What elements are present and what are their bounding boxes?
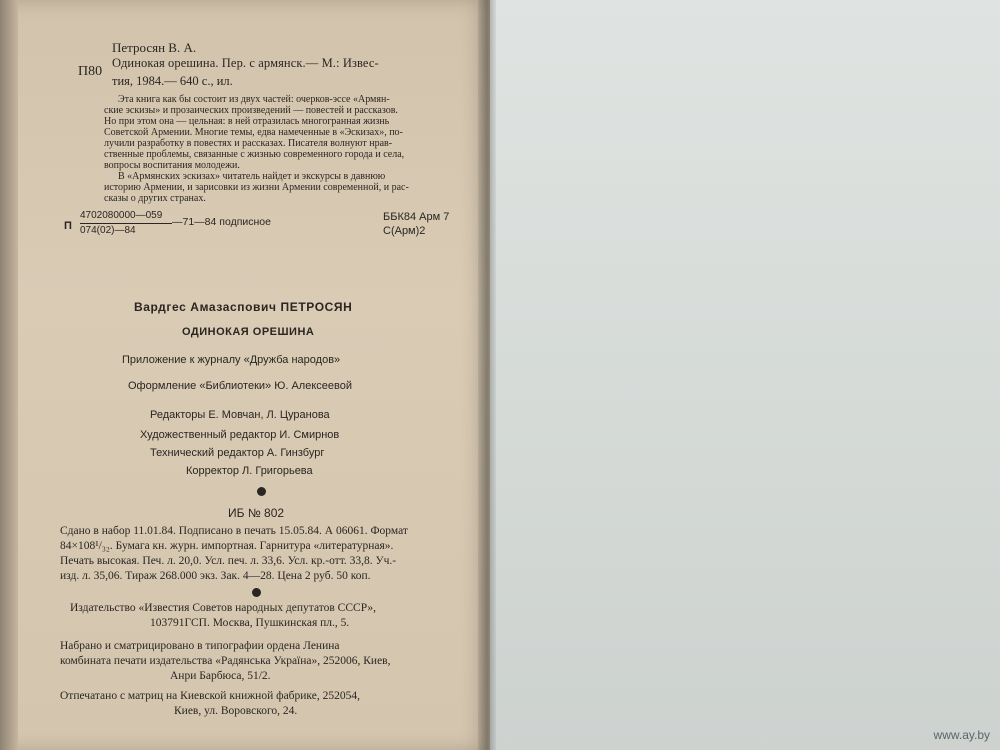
- catalog-title-line2: тия, 1984.— 640 с., ил.: [112, 74, 233, 88]
- abstract-line: сказы о других странах.: [104, 193, 206, 204]
- catalog-code: П80: [78, 64, 103, 79]
- typeset-line: Набрано и сматрицировано в типографии ордена Ленина: [60, 640, 340, 652]
- bbk-code: ББК84 Арм 7: [383, 211, 450, 223]
- ib-number: ИБ № 802: [228, 506, 285, 520]
- catalog-author: Петросян В. А.: [112, 40, 197, 55]
- proofreader-credit: Корректор Л. Григорьева: [186, 465, 313, 477]
- index-numerator: 4702080000—059: [80, 210, 163, 221]
- book-title: ОДИНОКАЯ ОРЕШИНА: [182, 326, 315, 338]
- separator-dot: [252, 588, 261, 597]
- bbk-code-2: С(Арм)2: [383, 225, 426, 237]
- imprint-line: Печать высокая. Печ. л. 20,0. Усл. печ. л. 33,6. Усл. кр.-отт. 33,8. Уч.-: [60, 555, 397, 567]
- separator-dot: [257, 487, 266, 496]
- imprint-line: изд. л. 35,06. Тираж 268.000 экз. Зак. 4—28. Цена 2 руб. 50 коп.: [60, 570, 371, 582]
- index-suffix: —71—84 подписное: [172, 216, 271, 228]
- imprint-line: Сдано в набор 11.01.84. Подписано в печать 15.05.84. А 06061. Формат: [60, 525, 408, 537]
- abstract-line: ственные проблемы, связанные с жизнью современного города и села,: [104, 149, 405, 160]
- typeset-line: комбината печати издательства «Радянська Україна», 252006, Киев,: [60, 655, 391, 667]
- index-denominator: 074(02)—84: [80, 225, 136, 236]
- abstract-line: ские эскизы» и прозаических произведений — повестей и рассказов.: [104, 105, 398, 116]
- watermark-text: www.ay.by: [933, 728, 990, 742]
- imprint-line: 84×108¹/₃₂. Бумага кн. журн. импортная. Гарнитура «литературная».: [60, 540, 394, 552]
- publisher-line: Издательство «Известия Советов народных депутатов СССР»,: [70, 602, 376, 614]
- abstract-line: вопросы воспитания молодежи.: [104, 160, 240, 171]
- editors-credit: Редакторы Е. Мовчан, Л. Цуранова: [150, 409, 330, 421]
- abstract-line: Эта книга как бы состоит из двух частей: очерков-эссе «Армян-: [118, 94, 390, 105]
- abstract-line: Но при этом она — цельная: в ней отразилась многогранная жизнь: [104, 116, 390, 127]
- abstract-line: историю Армении, и зарисовки из жизни Армении современной, и рас-: [104, 182, 409, 193]
- publisher-line: 103791ГСП. Москва, Пушкинская пл., 5.: [150, 617, 350, 629]
- author-full-name: Вардгес Амазаспович ПЕТРОСЯН: [134, 300, 353, 314]
- abstract-line: лучили разработку в повестях и рассказах. Писателя волнуют нрав-: [104, 138, 393, 149]
- right-blank-page: [490, 0, 1000, 750]
- typeset-line: Анри Барбюса, 51/2.: [170, 670, 271, 682]
- page-stack-edge: [0, 0, 18, 750]
- design-credit: Оформление «Библиотеки» Ю. Алексеевой: [128, 380, 352, 392]
- catalog-title-line1: Одинокая орешина. Пер. с армянск.— М.: Извес-: [112, 56, 379, 70]
- abstract-line: В «Армянских эскизах» читатель найдет и экскурсы в давнюю: [118, 171, 386, 182]
- art-editor-credit: Художественный редактор И. Смирнов: [140, 429, 340, 441]
- book-gutter: [478, 0, 496, 750]
- tech-editor-credit: Технический редактор А. Гинзбург: [150, 447, 325, 459]
- supplement-note: Приложение к журналу «Дружба народов»: [122, 354, 341, 366]
- index-fraction-bar: [80, 223, 172, 224]
- printed-line: Киев, ул. Воровского, 24.: [174, 705, 298, 717]
- index-letter: П: [64, 220, 72, 232]
- printed-line: Отпечатано с матриц на Киевской книжной фабрике, 252054,: [60, 690, 360, 702]
- abstract-line: Советской Армении. Многие темы, едва намеченные в «Эскизах», по-: [104, 127, 403, 138]
